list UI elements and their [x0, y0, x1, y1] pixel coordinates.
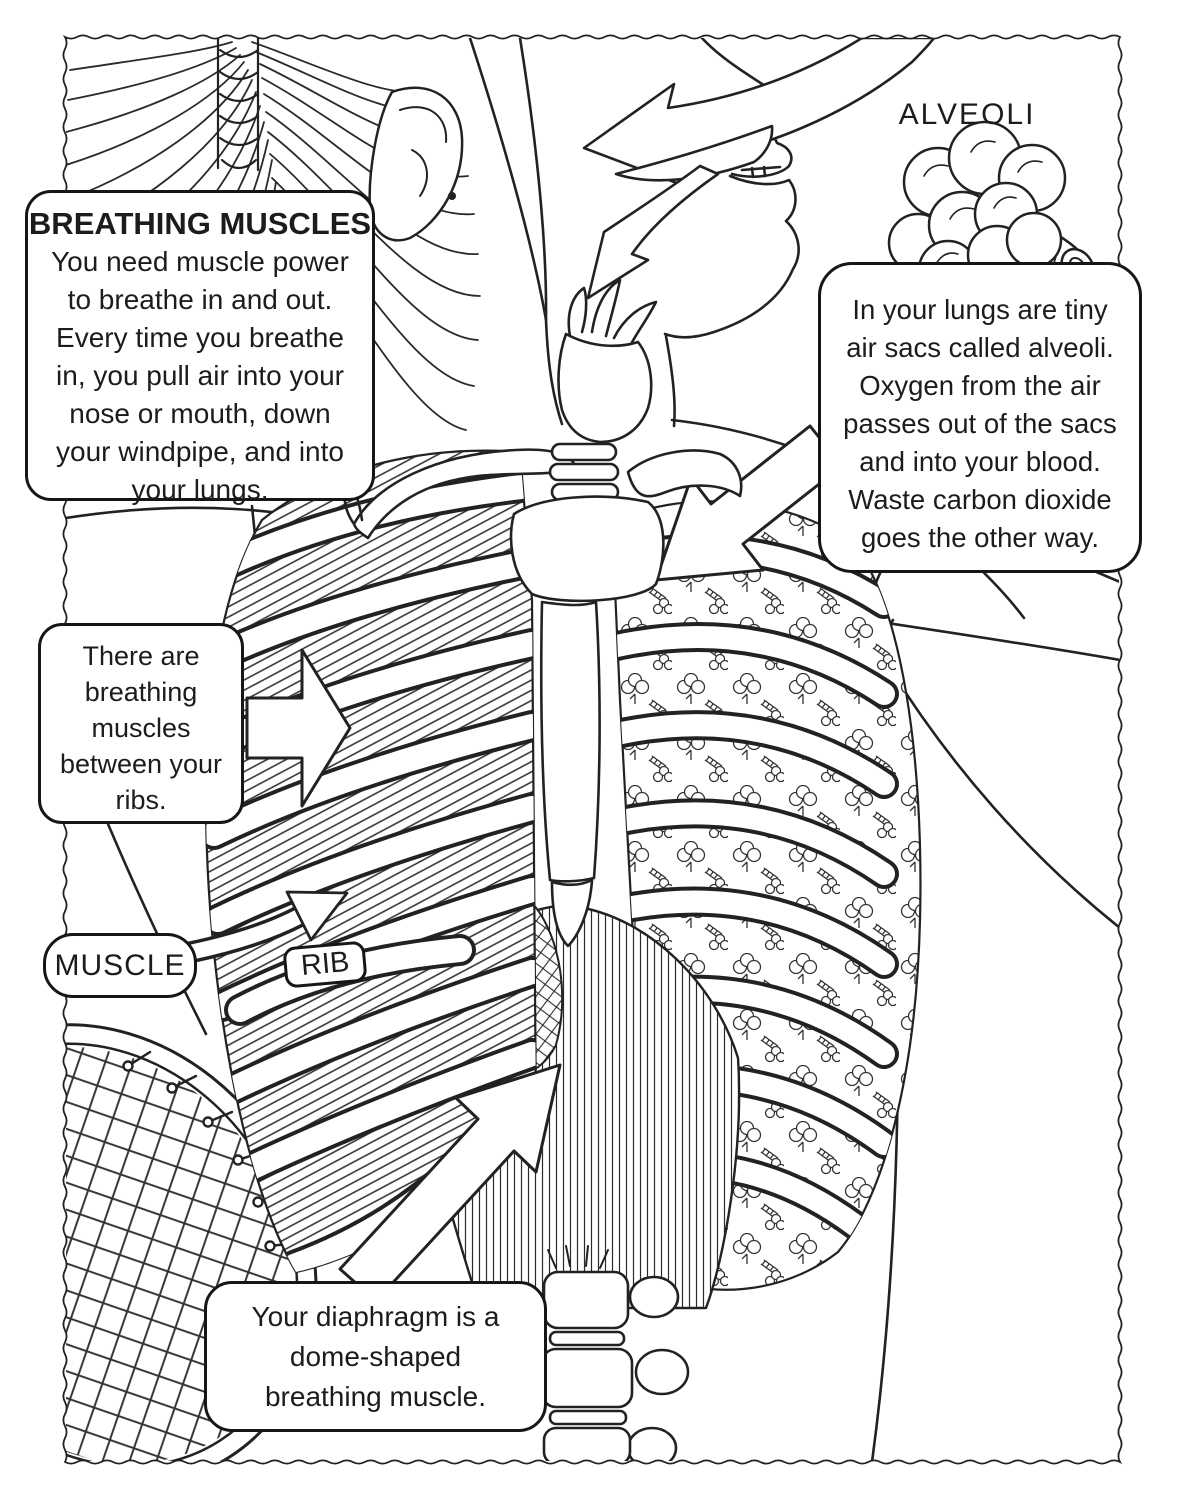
- ear: [370, 88, 462, 241]
- alveoli-label: ALVEOLI: [898, 98, 1036, 131]
- muscle-label: MUSCLE: [43, 933, 197, 998]
- rib-label: RIB: [282, 940, 368, 988]
- larynx: [559, 280, 656, 442]
- breathing-muscles-box: BREATHING MUSCLES You need muscle power to breathe in and out. Every time you breathe in, you pull air into your nose or mouth, down your windpipe, and into your lungs.: [25, 190, 375, 501]
- sternum: [541, 602, 599, 881]
- diaphragm-box: Your diaphragm is a dome-shaped breathing muscle.: [204, 1281, 547, 1432]
- breathing-muscles-title: BREATHING MUSCLES: [28, 206, 372, 241]
- manubrium: [511, 497, 663, 601]
- clavicle-right: [628, 451, 741, 497]
- spine: [542, 1246, 688, 1468]
- alveoli-bubble: In your lungs are tiny air sacs called alveoli. Oxygen from the air passes out of the sacs and into your blood. Waste carbon dioxide goes the other way.: [818, 262, 1142, 573]
- rib-muscles-box: There are breathing muscles between your ribs.: [38, 623, 244, 824]
